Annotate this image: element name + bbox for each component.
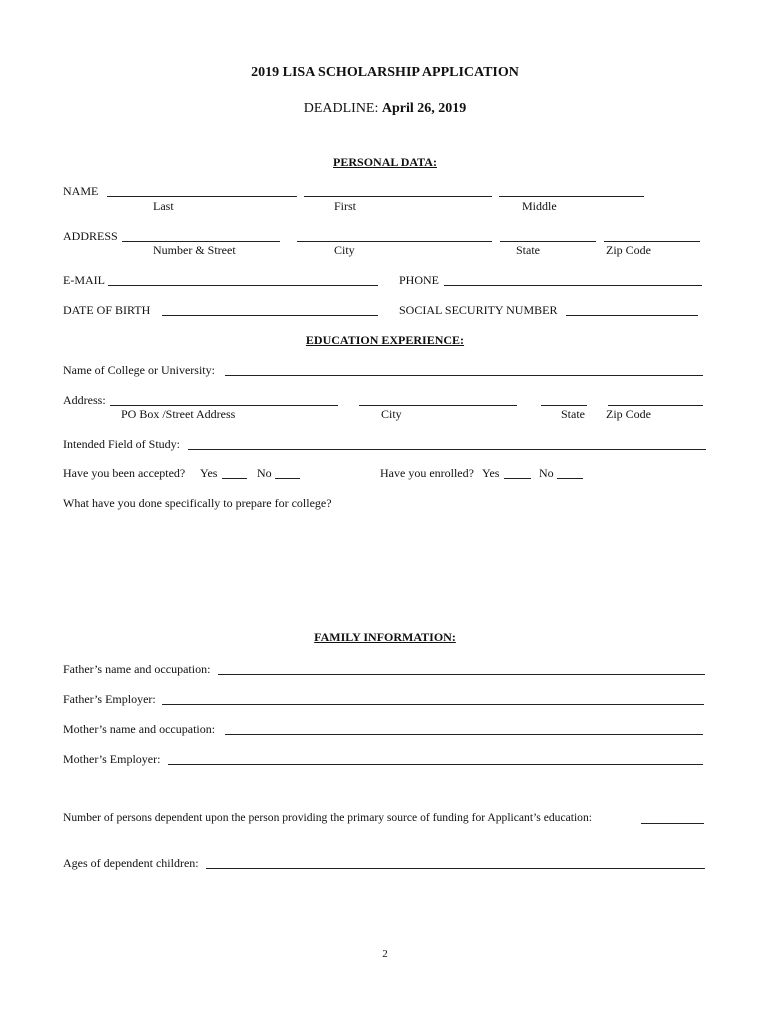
name-sub-first: First: [334, 199, 357, 213]
edu-city-field[interactable]: [359, 405, 517, 406]
address-sub-state: State: [516, 243, 540, 257]
ssn-label: SOCIAL SECURITY NUMBER: [399, 303, 558, 317]
form-title: 2019 LISA SCHOLARSHIP APPLICATION: [251, 65, 519, 80]
edu-sub-zip: Zip Code: [606, 407, 651, 421]
prepare-answer-area[interactable]: [63, 514, 706, 614]
personal-data-heading: PERSONAL DATA:: [333, 155, 437, 169]
prepare-question: What have you done specifically to prepare for college?: [63, 496, 332, 510]
edu-zip-field[interactable]: [608, 405, 703, 406]
state-field[interactable]: [500, 241, 596, 242]
father-employer-field[interactable]: [162, 704, 704, 705]
father-employer-label: Father’s Employer:: [63, 692, 156, 706]
education-heading: EDUCATION EXPERIENCE:: [305, 333, 465, 347]
address-sub-street: Number & Street: [153, 243, 236, 257]
last-name-field[interactable]: [107, 196, 297, 197]
father-name-label: Father’s name and occupation:: [63, 662, 211, 676]
city-field[interactable]: [297, 241, 492, 242]
email-label: E-MAIL: [63, 273, 105, 287]
mother-employer-field[interactable]: [168, 764, 703, 765]
zip-field[interactable]: [604, 241, 700, 242]
college-label: Name of College or University:: [63, 363, 215, 377]
page-number: 2: [382, 948, 388, 960]
edu-address-label: Address:: [63, 393, 106, 407]
field-of-study-field[interactable]: [188, 449, 706, 450]
street-field[interactable]: [122, 241, 280, 242]
family-heading: FAMILY INFORMATION:: [314, 630, 456, 644]
deadline: [0, 102, 770, 116]
accepted-no-field[interactable]: [275, 478, 300, 479]
enrolled-yes-label: Yes: [482, 466, 500, 480]
mother-name-field[interactable]: [225, 734, 703, 735]
middle-name-field[interactable]: [499, 196, 644, 197]
dependents-field[interactable]: [641, 823, 704, 824]
enrolled-yes-field[interactable]: [504, 478, 531, 479]
father-name-field[interactable]: [218, 674, 705, 675]
mother-name-label: Mother’s name and occupation:: [63, 722, 216, 736]
phone-field[interactable]: [444, 285, 702, 286]
college-field[interactable]: [225, 375, 703, 376]
name-label: NAME: [63, 184, 99, 198]
deadline-date: April 26, 2019: [381, 101, 467, 116]
edu-sub-city: City: [381, 407, 402, 421]
dob-label: DATE OF BIRTH: [63, 303, 151, 317]
email-field[interactable]: [108, 285, 378, 286]
enrolled-no-label: No: [539, 466, 554, 480]
ages-field[interactable]: [206, 868, 705, 869]
ssn-field[interactable]: [566, 315, 698, 316]
accepted-label: Have you been accepted?: [63, 466, 186, 480]
accepted-yes-field[interactable]: [222, 478, 247, 479]
edu-sub-state: State: [561, 407, 585, 421]
name-sub-middle: Middle: [522, 199, 557, 213]
first-name-field[interactable]: [304, 196, 492, 197]
address-sub-city: City: [334, 243, 355, 257]
accepted-yes-label: Yes: [200, 466, 218, 480]
enrolled-label: Have you enrolled?: [380, 466, 474, 480]
field-of-study-label: Intended Field of Study:: [63, 437, 180, 451]
name-sub-last: Last: [153, 199, 174, 213]
edu-street-field[interactable]: [110, 405, 338, 406]
edu-state-field[interactable]: [541, 405, 587, 406]
mother-employer-label: Mother’s Employer:: [63, 752, 161, 766]
dob-field[interactable]: [162, 315, 378, 316]
dependents-label: Number of persons dependent upon the person providing the primary source of funding for Applicant’s education:: [63, 811, 592, 824]
accepted-no-label: No: [257, 466, 272, 480]
address-label: ADDRESS: [63, 229, 118, 243]
deadline-label: DEADLINE:: [303, 101, 382, 116]
edu-sub-street: PO Box /Street Address: [121, 407, 236, 421]
enrolled-no-field[interactable]: [557, 478, 583, 479]
ages-label: Ages of dependent children:: [63, 856, 199, 870]
address-sub-zip: Zip Code: [606, 243, 651, 257]
phone-label: PHONE: [399, 273, 440, 287]
